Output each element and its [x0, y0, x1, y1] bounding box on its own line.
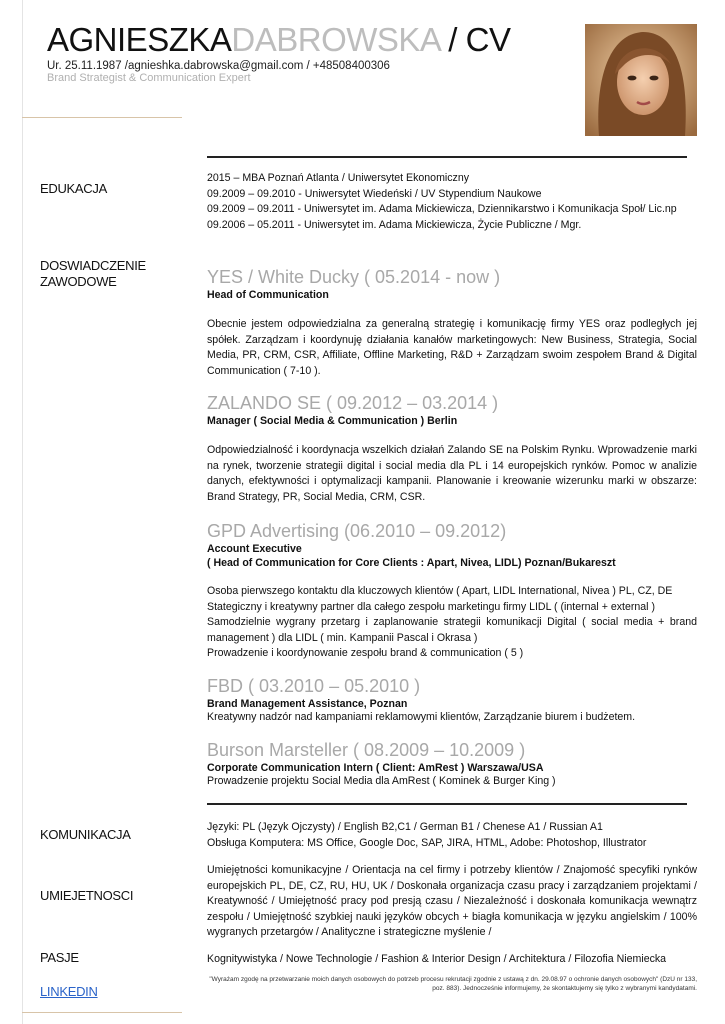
communication-list — [207, 820, 697, 851]
contact-info: Ur. 25.11.1987 /agnieshka.dabrowska@gmail.com / +48508400306 — [47, 60, 390, 72]
passions-text: Kognitywistyka / Nowe Technologie / Fashion & Interior Design / Architektura / Filozofia Niemiecka — [207, 953, 667, 965]
education-item: 2015 – MBA Poznań Atlanta / Uniwersytet Ekonomiczny — [207, 172, 470, 184]
job-role-gpd-detail: ( Head of Communication for Core Clients : Apart, Nivea, LIDL) Poznan/Bukareszt — [207, 557, 616, 569]
communication-item: Obsługa Komputera: MS Office, Google Doc, SAP, JIRA, HTML, Adobe: Photoshop, Illustrator — [207, 836, 647, 849]
last-name: DABROWSKA — [231, 21, 440, 58]
job-description-yes: Obecnie jestem odpowiedzialna za generalną strategię i komunikację firmy YES oraz podległych jej spółek. Zarządzam i koordynuję działania kanałów marketingowych: New Business, Strategia, Social Media, PR, CRM, CSR, Affiliate, Offline Marketing, R&D + Zarządzam swoim zespołem Brand & Digital Communication ( 7-10 ). — [207, 318, 697, 377]
cv-suffix: / CV — [439, 21, 511, 58]
profile-photo — [585, 24, 697, 136]
section-rule-bottom — [207, 803, 687, 805]
job-role-fbd: Brand Management Assistance, Poznan — [207, 698, 408, 710]
header-divider-tick — [22, 117, 182, 118]
communication-item: Języki: PL (Język Ojczysty) / English B2,C1 / German B1 / Chenese A1 / Russian A1 — [207, 821, 603, 833]
section-rule-top — [207, 156, 687, 158]
job-role-zalando: Manager ( Social Media & Communication ) Berlin — [207, 415, 458, 427]
cv-name-heading — [47, 20, 510, 60]
gdpr-footnote: "Wyrażam zgodę na przetwarzanie moich danych osobowych do potrzeb procesu rekrutacji zgodnie z ustawą z dn. 29.08.97 o ochronie danych osobowych" (DzU nr 133, poz. 883). Jednocześnie informujemy, że skontaktujemy się tylko z wybranymi kandydatami. — [209, 976, 697, 992]
section-label-communication: KOMUNIKACJA — [40, 827, 131, 842]
job-description-zalando: Odpowiedzialność i koordynacja wszelkich działań Zalando SE na Polskim Rynku. Wprowadzenie marki na rynek, tworzenie strategii digital i social media dla PL i 14 europejskich rynków. Pomoc w analizie danych, efektywności i optymalizacji kampanii. Planowanie i kreowanie wizerunku marki w obszarze: Brand Strategy, PR, Social Media, CRM, CSR. — [207, 444, 697, 503]
section-label-education: EDUKACJA — [40, 181, 107, 196]
left-margin-line — [22, 0, 23, 1024]
job-title-burson: Burson Marsteller ( 08.2009 – 10.2009 ) — [207, 740, 526, 760]
job-description-fbd: Kreatywny nadzór nad kampaniami reklamowymi klientów, Zarządzanie biurem i budżetem. — [207, 711, 636, 723]
job-duty: Prowadzenie i koordynowanie zespołu brand & communication ( 5 ) — [207, 647, 524, 659]
skills-text: Umiejętności komunikacyjne / Orientacja na cel firmy i potrzeby klientów / Znajomość specyfiki rynków europejskich PL, DE, CZ, RU, HU, UK / Doskonała organizacja czasu pracy i zarządzaniem projektami / Kreatywność / Umiejętność pracy pod presją czasu / Niezależność i doskonała komunikacja wewnątrz zespołu / Umiejętność szybkiej nauki języków obcych + biagła komunikacja w języku angielskim / 100% wygranych przetargów / Analityczne i strategiczne myślenie / — [207, 864, 697, 938]
job-description-gpd — [207, 584, 697, 662]
job-role-yes: Head of Communication — [207, 289, 329, 301]
education-item: 09.2006 – 05.2011 - Uniwersytet im. Adama Mickiewicza, Życie Publiczne / Mgr. — [207, 218, 582, 231]
job-title-yes: YES / White Ducky ( 05.2014 - now ) — [207, 267, 501, 287]
job-duty: Osoba pierwszego kontaktu dla kluczowych klientów ( Apart, LIDL International, Nivea ) PL, CZ, DE — [207, 585, 673, 597]
job-title-fbd: FBD ( 03.2010 – 05.2010 ) — [207, 676, 421, 696]
education-item: 09.2009 – 09.2011 - Uniwersytet im. Adama Mickiewicza, Dziennikarstwo i Komunikacja Społ/ Lic.np — [207, 203, 677, 215]
footer-divider-tick — [22, 1012, 182, 1013]
job-title-gpd: GPD Advertising (06.2010 – 09.2012) — [207, 521, 507, 541]
job-description-burson: Prowadzenie projektu Social Media dla AmRest ( Kominek & Burger King ) — [207, 775, 556, 787]
linkedin-link[interactable]: LINKEDIN — [40, 984, 98, 999]
job-role-burson: Corporate Communication Intern ( Client: AmRest ) Warszawa/USA — [207, 762, 544, 774]
section-label-experience: DOSWIADCZENIE ZAWODOWE — [40, 258, 146, 289]
section-label-skills: UMIEJETNOSCI — [40, 888, 134, 903]
education-list — [207, 171, 697, 233]
job-duty: Samodzielnie wygrany przetarg i zaplanowanie strategii komunikacji Digital ( social media + brand management ) dla LIDL ( min. Kampanii Pascal i Okrasa ) — [207, 616, 697, 644]
job-title-zalando: ZALANDO SE ( 09.2012 – 03.2014 ) — [207, 393, 499, 413]
job-duty: Stategiczny i kreatywny partner dla całego zespołu marketingu firmy LIDL ( (internal + external ) — [207, 600, 655, 613]
section-label-passions: PASJE — [40, 950, 79, 965]
education-item: 09.2009 – 09.2010 - Uniwersytet Wiedeński / UV Stypendium Naukowe — [207, 187, 542, 200]
profession-subtitle: Brand Strategist & Communication Expert — [47, 72, 251, 84]
job-role-gpd: Account Executive — [207, 543, 302, 555]
first-name: AGNIESZKA — [47, 21, 232, 58]
